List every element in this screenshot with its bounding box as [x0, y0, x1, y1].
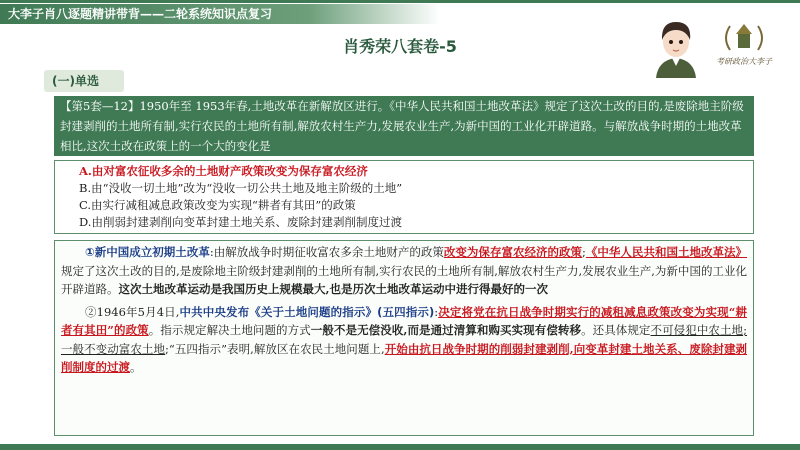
- analysis-paragraph-1: [61, 243, 747, 299]
- analysis-2-method: 一般不是无偿没收,而是通过清算和购买实现有偿转移: [310, 323, 582, 337]
- bottom-rule: [0, 444, 800, 450]
- analysis-2-decision: 决定将党在抗日战争时期实行的减租减息政策改变为实现“耕者有其田”的政策: [61, 304, 747, 337]
- analysis-box: [54, 240, 754, 436]
- analysis-2-text-d: 。指示规定解决土地问题的方式: [148, 323, 311, 337]
- analysis-2-text-k: 。: [130, 360, 142, 374]
- question-text: 【第5套—12】1950年至 1953年春,土地改革在新解放区进行。《中华人民共和国土地改革法》规定了这次土改的目的,是废除地主阶级封建剥削的土地所有制,实行农民的土地所有制,解放农村生产力,发展农业生产,为新中国的工业化开辟道路。与解放战争时期的土地改革相比,这次土改在政策上的一个大的变化是: [60, 99, 744, 153]
- analysis-1-text-c: ;: [582, 245, 586, 259]
- analysis-2-text-f: 。还具体规定: [581, 323, 651, 337]
- analysis-1-conclusion: 这次土地改革运动是我国历史上规模最大,也是历次土地改革运动中进行得最好的一次: [118, 282, 548, 296]
- top-rule: [0, 0, 800, 3]
- option-a: A.由对富农征收多余的土地财产政策改变为保存富农经济: [79, 164, 368, 178]
- land-reform-law-title: 《中华人民共和国土地改革法》: [585, 245, 748, 259]
- analysis-1-heading: ①新中国成立初期土改革: [85, 245, 210, 259]
- analysis-2-date: ②1946年5月4日,: [85, 304, 180, 319]
- analysis-paragraph-2: [61, 303, 747, 377]
- option-d: D.由削弱封建剥削向变革封建土地关系、废除封建剥削制度过渡: [79, 215, 402, 229]
- page-title: 肖秀荣八套卷-5: [343, 37, 457, 56]
- analysis-2-text-b: :: [434, 304, 439, 319]
- option-c: C.由实行减租减息政策改变为实现“耕者有其田”的政策: [79, 198, 356, 212]
- analysis-2-text-h: ;: [165, 341, 169, 356]
- analysis-1-text-a: :由解放战争时期征收富农多余土地财产的政策: [209, 245, 444, 259]
- option-b: B.由“没收一切土地”改为“没收一切公共土地及地主阶级的土地”: [79, 181, 403, 195]
- analysis-2-text-i: “五四指示”表明,解放区在农民土地问题上,: [168, 341, 385, 356]
- analysis-1-text-e: 规定了这次土改的目的,是废除地主阶级封建剥削的土地所有制,实行农民的土地所有制,解放农村生产力,发展农业生产,为新中国的工业化开辟道路。: [61, 263, 747, 296]
- logo-text: 考研政治大李子: [716, 57, 772, 66]
- question-box: [54, 96, 754, 156]
- options-box: [54, 160, 754, 234]
- analysis-1-highlight: 改变为保存富农经济的政策: [443, 245, 583, 259]
- analysis-2-transition: 开始由抗日战争时期的削弱封建剥削,向变革封建土地关系、废除封建剥削制度的过渡: [61, 341, 748, 374]
- analysis-2-heading: 中共中央发布《关于土地问题的指示》(五四指示): [179, 304, 435, 319]
- section-label: (一)单选: [44, 70, 124, 92]
- analysis-2-rule: 不可侵犯中农土地;一般不变动富农土地: [61, 323, 747, 356]
- course-banner: 大李子肖八逐题精讲带背——二轮系统知识点复习: [0, 4, 440, 24]
